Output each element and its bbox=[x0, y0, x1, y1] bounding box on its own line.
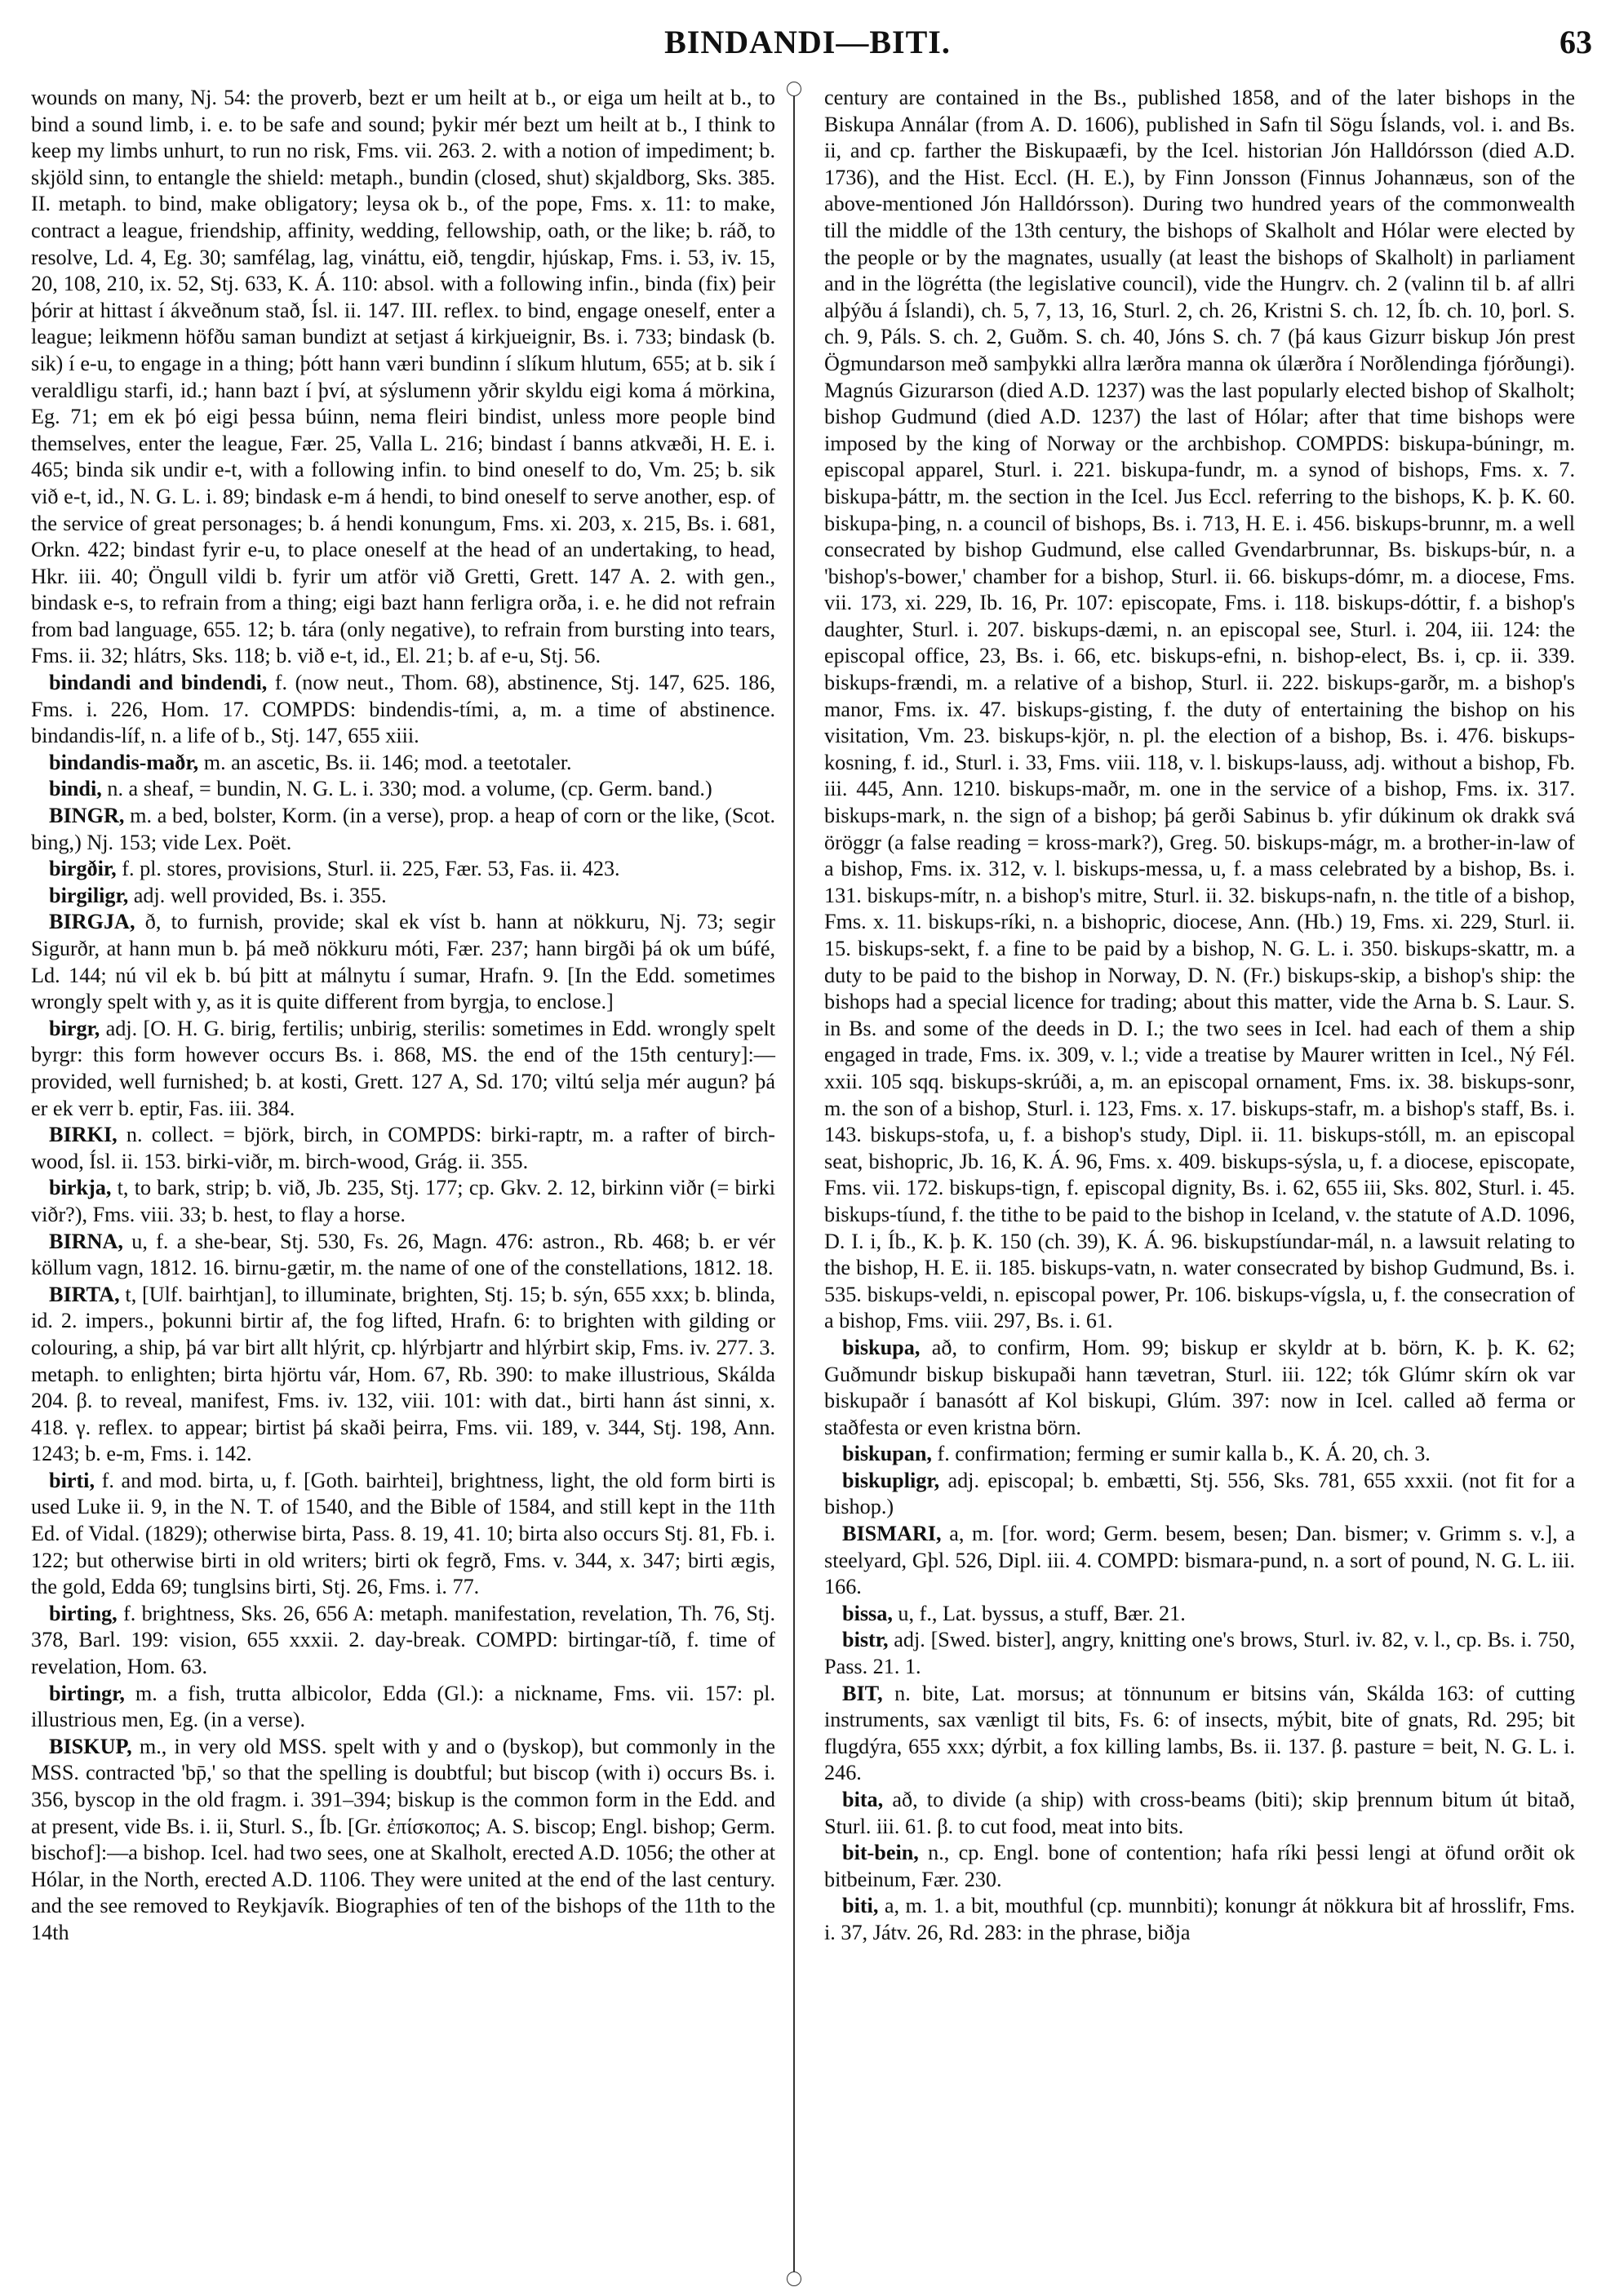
dictionary-entry bbox=[31, 1601, 775, 1681]
entry-text: að, to confirm, Hom. 99; biskup er skyldr at b. börn, K. þ. K. 62; Guðmundr biskup biskupaði hann tævetran, Sturl. iii. 122; tók Glúmr skírn ok var biskupaðr í banasótt af Kol biskupi, Glúm. 397: now in Icel. called að ferma or staðfesta or even kristna börn. bbox=[824, 1335, 1575, 1439]
entry-text: m. a fish, trutta albicolor, Edda (Gl.): a nickname, Fms. vii. 157: pl. illustrious men, Eg. (in a verse). bbox=[31, 1681, 775, 1732]
dictionary-entry bbox=[31, 883, 775, 910]
dictionary-entry bbox=[31, 1468, 775, 1601]
entry-text: wounds on many, Nj. 54: the proverb, bezt er um heilt at b., or eiga um heilt at b., to bind a sound limb, i. e. to be safe and sound; þykir mér bezt um heilt at b., I think to keep my limbs unhurt, to run no risk, Fms. vii. 263. 2. with a notion of impediment; b. skjöld sinn, to entangle the shield: metaph., bundin (closed, shut) skjaldborg, Sks. 385. II. metaph. to bind, make obligatory; leysa ok b., of the pope, Fms. x. 11: to make, contract a league, friendship, affinity, wedding, fellowship, oath, or the like; b. ráð, to resolve, Ld. 4, Eg. 30; samfélag, lag, vináttu, eið, tengdir, hjúskap, Fms. i. 53, iv. 15, 20, 108, 210, ix. 52, Stj. 633, K. Á. 110: absol. with a following infin., binda (fix) þeir þórir at hittast í ákveðnum stað, Ísl. ii. 147. III. reflex. to bind, engage oneself, enter a league; leikmenn höfðu saman bundizt at setjast á kirkjueignir, Bs. i. 733; bindask (b. sik) í e-u, to engage in a thing; þótt hann væri bundinn í slíkum hlutum, 655; at b. sik í veraldligu starfi, id.; hann bazt í því, at sýslumenn yðrir skyldu eigi koma á mörkina, Eg. 71; em ek þó eigi þessa búinn, nema fleiri bindist, unless more people bind themselves, enter the league, Fær. 25, Valla L. 216; bindast í banns atkvæði, H. E. i. 465; binda sik undir e-t, with a following infin. to bind oneself to do, Vm. 25; b. sik við e-t, id., N. G. L. i. 89; bindask e-m á hendi, to bind oneself to serve another, esp. of the service of great personages; b. á hendi konungum, Fms. xi. 203, x. 215, Bs. i. 681, Orkn. 422; bindast fyrir e-u, to place oneself at the head of an undertaking, to head, Hkr. iii. 40; Öngull vildi b. fyrir um atför við Gretti, Grett. 147 A. 2. with gen., bindask e-s, to refrain from a thing; eigi bazt hann ferligra orða, i. e. he did not refrain from bad language, 655. 12; b. tára (only negative), to refrain from bursting into tears, Fms. ii. 32; hlátrs, Sks. 118; b. við e-t, id., El. 21; b. af e-u, Stj. 56. bbox=[31, 86, 775, 668]
entry-text: ð, to furnish, provide; skal ek víst b. hann at nökkuru, Nj. 73; segir Sigurðr, at hann mun b. þá með nökkuru móti, Fær. 237; hann birgði þá ok um búfé, Ld. 144; nú vil ek b. bú þitt at málnytu í sumar, Hrafn. 9. [In the Edd. sometimes wrongly spelt with y, as it is quite different from byrgja, to enclose.] bbox=[31, 910, 775, 1014]
dictionary-entry bbox=[824, 1787, 1575, 1840]
dictionary-entry bbox=[31, 1175, 775, 1228]
dictionary-entry bbox=[31, 1282, 775, 1468]
entry-headword: BIRNA, bbox=[49, 1229, 123, 1253]
dictionary-entry bbox=[824, 1627, 1575, 1680]
entry-headword: bindandis-maðr, bbox=[49, 750, 199, 774]
dictionary-entry bbox=[31, 856, 775, 883]
page-number: 63 bbox=[1560, 24, 1592, 60]
dictionary-entry bbox=[824, 1601, 1575, 1628]
entry-text: adj. [Swed. bister], angry, knitting one's brows, Sturl. iv. 82, v. l., cp. Bs. i. 750, Pass. 21. 1. bbox=[824, 1628, 1575, 1679]
dictionary-entry bbox=[824, 1893, 1575, 1946]
entry-headword: bissa, bbox=[842, 1601, 893, 1625]
entry-text: u, f. a she-bear, Stj. 530, Fs. 26, Magn. 476: astron., Rb. 468; b. er vér köllum vagn, 1812. 16. birnu-gætir, m. the name of one of the constellations, 1812. 18. bbox=[31, 1229, 775, 1280]
entry-text: f. (now neut., Thom. 68), abstinence, Stj. 147, 625. 186, Fms. i. 226, Hom. 17. COMPDS: bindendis-tími, a, m. a time of abstinence. bindandis-líf, n. a life of b., Stj. 147, 655 xiii. bbox=[31, 671, 775, 748]
right-column bbox=[824, 85, 1575, 2288]
dictionary-entry bbox=[31, 670, 775, 750]
entry-headword: biskupan, bbox=[842, 1442, 932, 1466]
entry-headword: bistr, bbox=[842, 1628, 889, 1652]
entry-text: m. an ascetic, Bs. ii. 146; mod. a teetotaler. bbox=[198, 750, 572, 774]
entry-text: century are contained in the Bs., published 1858, and of the later bishops in the Biskupa Annálar (from A. D. 1606), published in Safn til Sögu Íslands, vol. i. and Bs. ii, and cp. farther the Biskupaæfi, by the Icel. historian Jón Halldórsson (died A.D. 1736), and the Hist. Eccl. (H. E.), by Finn Jonsson (Finnus Johannæus, son of the above-mentioned Jón Halldórsson). During two hundred years of the commonwealth till the middle of the 13th century, the bishops of Skalholt and Hólar were elected by the people or by the magnates, usually (at least the bishops of Skalholt) in parliament and in the lögrétta (the legislative council), vide the Hungrv. ch. 2 (valinn til b. af allri alþýðu á Íslandi), ch. 5, 7, 13, 16, Sturl. 2, ch. 26, Kristni S. ch. 12, Íb. ch. 10, þorl. S. ch. 9, Páls. S. ch. 2, Guðm. S. ch. 40, Jóns S. ch. 7 (þá kaus Gizurr biskup Jón prest Ögmundarson með samþykki allra lærðra manna ok úlærðra í Norðlendinga fjórðungi). Magnús Gizurarson (died A.D. 1237) was the last popularly elected bishop of Skalholt; bishop Gudmund (died A.D. 1237) the last of Hólar; after that time bishops were imposed by the king of Norway or the archbishop. COMPDS: biskupa-búningr, m. episcopal apparel, Sturl. i. 221. biskupa-fundr, m. a synod of bishops, Fms. x. 7. biskupa-þáttr, m. the section in the Icel. Jus Eccl. referring to the bishops, K. þ. K. 60. biskupa-þing, n. a council of bishops, Bs. i. 713, H. E. i. 456. biskups-brunnr, m. a well consecrated by bishop Gudmund, else called Gvendarbrunnar, Bs. biskups-búr, n. a 'bishop's-bower,' chamber for a bishop, Sturl. ii. 66. biskups-dómr, m. a diocese, Fms. vii. 173, xi. 229, Ib. 16, Pr. 107: episcopate, Fms. i. 118. biskups-dóttir, f. a bishop's daughter, Sturl. i. 207. biskups-dæmi, n. an episcopal see, Sturl. i. 204, iii. 124: the episcopal office, 23, Bs. i. 66, etc. biskups-efni, n. bishop-elect, Bs. i, cp. ii. 339. biskups-frændi, m. a relative of a bishop, Sturl. ii. 222. biskups-garðr, m. a bishop's manor, Fms. ix. 47. biskups-gisting, f. the duty of entertaining the bishop on his visitation, Vm. 23. biskups-kjör, n. pl. the election of a bishop, Bs. i. 476. biskups-kosning, f. id., Sturl. i. 33, Fms. viii. 118, v. l. biskups-lauss, adj. without a bishop, Fb. iii. 445, Ann. 1210. biskups-maðr, m. one in the service of a bishop, Fms. ix. 317. biskups-mark, n. the sign of a bishop; þá gerði Sabinus b. yfir dúkinum ok drakk svá öröggr (a false reading = kross-mark?), Greg. 50. biskups-mágr, m. a brother-in-law of a bishop, Fms. ix. 312, v. l. biskups-messa, u, f. a mass celebrated by a bishop, Bs. i. 131. biskups-mítr, n. a bishop's mitre, Sturl. ii. 32. biskups-nafn, n. the title of a bishop, Fms. x. 11. biskups-ríki, n. a bishopric, diocese, Ann. (Hb.) 19, Fms. xi. 229, Sturl. ii. 15. biskups-sekt, f. a fine to be paid by a bishop, N. G. L. i. 350. biskups-skattr, m. a duty to be paid to the bishop in Norway, D. N. (Fr.) biskups-skip, a bishop's ship: the bishops had a special licence for trading; about this matter, vide the Arna b. S. Laur. S. in Bs. and some of the deeds in D. I.; the two sees in Icel. had each of them a ship engaged in trade, Fms. ix. 309, v. l.; vide a treatise by Maurer written in Icel., Ný Fél. xxii. 105 sqq. biskups-skrúði, a, m. an episcopal ornament, Fms. ix. 38. biskups-sonr, m. the son of a bishop, Sturl. i. 123, Fms. x. 17. biskups-stafr, m. a bishop's staff, Bs. i. 143. biskups-stofa, u, f. a bishop's study, Dipl. ii. 11. biskups-stóll, m. an episcopal seat, bishopric, Jb. 16, K. Á. 96, Fms. x. 409. biskups-sýsla, u, f. a diocese, episcopate, Fms. vii. 172. biskups-tign, f. episcopal dignity, Bs. i. 62, 655 iii, Sks. 802, Sturl. i. 45. biskups-tíund, f. the tithe to be paid to the bishop in Iceland, v. the statute of A.D. 1096, D. I. i, Íb., K. þ. K. 150 (ch. 39), K. Á. 96. biskupstíundar-mál, n. a lawsuit relating to the bishop, H. E. ii. 185. biskups-vatn, n. water consecrated by bishop Gudmund, Bs. i. 535. biskups-veldi, n. episcopal power, Pr. 106. biskups-vígsla, u, f. the consecration of a bishop, Fms. viii. 297, Bs. i. 61. bbox=[824, 86, 1575, 1333]
dictionary-entry bbox=[824, 1681, 1575, 1787]
entry-text: m., in very old MSS. spelt with y and o (byskop), but commonly in the MSS. contracted 'bp̄,' so that the spelling is doubtful; but biscop (with i) occurs Bs. i. 356, byscop in the old fragm. i. 391–394; biskup is the common form in the Edd. and at present, vide Bs. i. ii, Sturl. S., Íb. [Gr. ἐπίσκοπος; A. S. biscop; Engl. bishop; Germ. bischof]:—a bishop. Icel. had two sees, one at Skalholt, erected A.D. 1056; the other at Hólar, in the North, erected A.D. 1106. They were united at the end of the last century. and the see removed to Reykjavík. Biographies of ten of the bishops of the 11th to the 14th bbox=[31, 1734, 775, 1944]
dictionary-entry bbox=[31, 85, 775, 670]
entry-headword: BIRTA, bbox=[49, 1282, 120, 1306]
entry-headword: birting, bbox=[49, 1601, 118, 1625]
entry-text: f. and mod. birta, u, f. [Goth. bairhtei], brightness, light, the old form birti is used Luke ii. 9, in the N. T. of 1540, and the Bible of 1584, and still kept in the 11th Ed. of Vidal. (1829); otherwise birta, Pass. 8. 19, 41. 10; birta also occurs Stj. 81, Fb. i. 122; but otherwise birti in old writers; birti ok fegrð, Fms. v. 344, x. 347; birti ægis, the gold, Edda 69; tunglsins birti, Stj. 26, Fms. i. 77. bbox=[31, 1468, 775, 1599]
column-divider bbox=[793, 90, 795, 2276]
entry-headword: birgðir, bbox=[49, 857, 117, 881]
entry-text: n., cp. Engl. bone of contention; hafa ríki þessi lengi at öfund orðit ok bitbeinum, Fær. 230. bbox=[824, 1841, 1575, 1891]
dictionary-entry bbox=[31, 1016, 775, 1122]
dictionary-entry bbox=[824, 1335, 1575, 1441]
entry-headword: biti, bbox=[842, 1894, 879, 1918]
dictionary-entry bbox=[824, 1521, 1575, 1601]
dictionary-entry bbox=[824, 1441, 1575, 1468]
dictionary-entry bbox=[824, 1840, 1575, 1893]
entry-headword: biskupligr, bbox=[842, 1468, 940, 1492]
dictionary-entry bbox=[31, 750, 775, 777]
entry-text: t, to bark, strip; b. við, Jb. 235, Stj. 177; cp. Gkv. 2. 12, birkinn viðr (= birki viðr?), Fms. viii. 33; b. hest, to flay a horse. bbox=[31, 1176, 775, 1226]
entry-headword: bita, bbox=[842, 1788, 884, 1811]
divider-ornament-top bbox=[787, 82, 801, 96]
entry-text: f. confirmation; ferming er sumir kalla b., K. Á. 20, ch. 3. bbox=[931, 1442, 1431, 1466]
entry-headword: birgr, bbox=[49, 1016, 100, 1040]
entry-headword: BIT, bbox=[842, 1681, 883, 1705]
entry-headword: birtingr, bbox=[49, 1681, 125, 1705]
dictionary-entry bbox=[31, 1122, 775, 1175]
entry-headword: BIRKI, bbox=[49, 1123, 118, 1147]
entry-headword: BISKUP, bbox=[49, 1734, 132, 1758]
entry-headword: birti, bbox=[49, 1468, 95, 1492]
entry-headword: bindi, bbox=[49, 777, 102, 801]
dictionary-entry bbox=[31, 776, 775, 803]
entry-headword: BINGR, bbox=[49, 804, 125, 828]
entry-text: m. a bed, bolster, Korm. (in a verse), prop. a heap of corn or the like, (Scot. bing,) Nj. 153; vide Lex. Poët. bbox=[31, 804, 775, 854]
entry-text: n. collect. = björk, birch, in COMPDS: birki-raptr, m. a rafter of birch-wood, Ísl. ii. 153. birki-viðr, m. birch-wood, Grág. ii. 355. bbox=[31, 1123, 775, 1173]
dictionary-entry bbox=[31, 1734, 775, 1947]
dictionary-entry bbox=[31, 1681, 775, 1734]
entry-text: t, [Ulf. bairhtjan], to illuminate, brighten, Stj. 15; b. sýn, 655 xxx; b. blinda, id. 2. impers., þokunni birtir af, the fog lifted, Hrafn. 6: to brighten with gilding or colouring, a ship, þá var birt allt hlýrit, cp. hlýrbjartr and hlýrbirt skip, Fms. iv. 277. 3. metaph. to enlighten; birta hjörtu vár, Hom. 67, Rb. 390: to make illustrious, Skálda 204. β. to reveal, manifest, Fms. iv. 132, viii. 101: with dat., birti hann ást sinni, x. 418. γ. reflex. to appear; birtist þá skaði þeirra, Fms. vii. 189, v. 344, Stj. 198, Ann. 1243; b. e-m, Fms. i. 142. bbox=[31, 1282, 775, 1466]
entry-headword: birkja, bbox=[49, 1176, 112, 1200]
entry-text: adj. [O. H. G. birig, fertilis; unbirig, sterilis: sometimes in Edd. wrongly spelt byrgr: this form however occurs Bs. i. 868, MS. the end of the 15th century]:—provided, well furnished; b. at kosti, Grett. 127 A, Sd. 170; viltú selja mér augun? þá er ek verr b. eptir, Fas. iii. 384. bbox=[31, 1016, 775, 1120]
dictionary-entry bbox=[31, 803, 775, 856]
entry-text: a, m. [for. word; Germ. besem, besen; Dan. bismer; v. Grimm s. v.], a steelyard, Gþl. 526, Dipl. iii. 4. COMPD: bismara-pund, n. a sort of pound, N. G. L. iii. 166. bbox=[824, 1522, 1575, 1599]
divider-ornament-bottom bbox=[787, 2272, 801, 2286]
entry-headword: BISMARI, bbox=[842, 1522, 942, 1546]
dictionary-entry bbox=[31, 1229, 775, 1282]
entry-text: f. pl. stores, provisions, Sturl. ii. 225, Fær. 53, Fas. ii. 423. bbox=[116, 857, 620, 881]
entry-text: u, f., Lat. byssus, a stuff, Bær. 21. bbox=[892, 1601, 1186, 1625]
entry-headword: bit-bein, bbox=[842, 1841, 919, 1865]
entry-text: a, m. 1. a bit, mouthful (cp. munnbiti); konungr át nökkura bit af hrosslifr, Fms. i. 37, Játv. 26, Rd. 283: in the phrase, biðja bbox=[824, 1894, 1575, 1944]
entry-headword: bindandi and bindendi, bbox=[49, 671, 268, 695]
dictionary-entry bbox=[824, 85, 1575, 1335]
entry-headword: birgiligr, bbox=[49, 883, 129, 907]
entry-text: adj. episcopal; b. embætti, Stj. 556, Sks. 781, 655 xxxii. (not fit for a bishop.) bbox=[824, 1468, 1575, 1519]
running-header-title: BINDANDI—BITI. bbox=[664, 24, 951, 60]
entry-headword: biskupa, bbox=[842, 1335, 921, 1359]
entry-text: n. bite, Lat. morsus; at tönnunum er bitsins ván, Skálda 163: of cutting instruments, sax vænligt til bits, Fs. 6: of insects, mýbit, bite of gnats, Rd. 295; bit flugdýra, 655 xxx; dýrbit, a fox killing lambs, Bs. ii. 137. β. pasture = beit, N. G. L. i. 246. bbox=[824, 1681, 1575, 1785]
dictionary-entry bbox=[824, 1468, 1575, 1521]
entry-text: adj. well provided, Bs. i. 355. bbox=[128, 883, 387, 907]
entry-text: n. a sheaf, = bundin, N. G. L. i. 330; mod. a volume, (cp. Germ. band.) bbox=[101, 777, 712, 801]
dictionary-entry bbox=[31, 909, 775, 1015]
left-column bbox=[31, 85, 775, 2288]
entry-text: f. brightness, Sks. 26, 656 A: metaph. manifestation, revelation, Th. 76, Stj. 378, Barl. 199: vision, 655 xxxii. 2. day-break. COMPD: birtingar-tíð, f. time of revelation, Hom. 63. bbox=[31, 1601, 775, 1679]
entry-headword: BIRGJA, bbox=[49, 910, 135, 934]
entry-text: að, to divide (a ship) with cross-beams (biti); skip þrennum bitum út bitað, Sturl. iii. 61. β. to cut food, meat into bits. bbox=[824, 1788, 1575, 1838]
